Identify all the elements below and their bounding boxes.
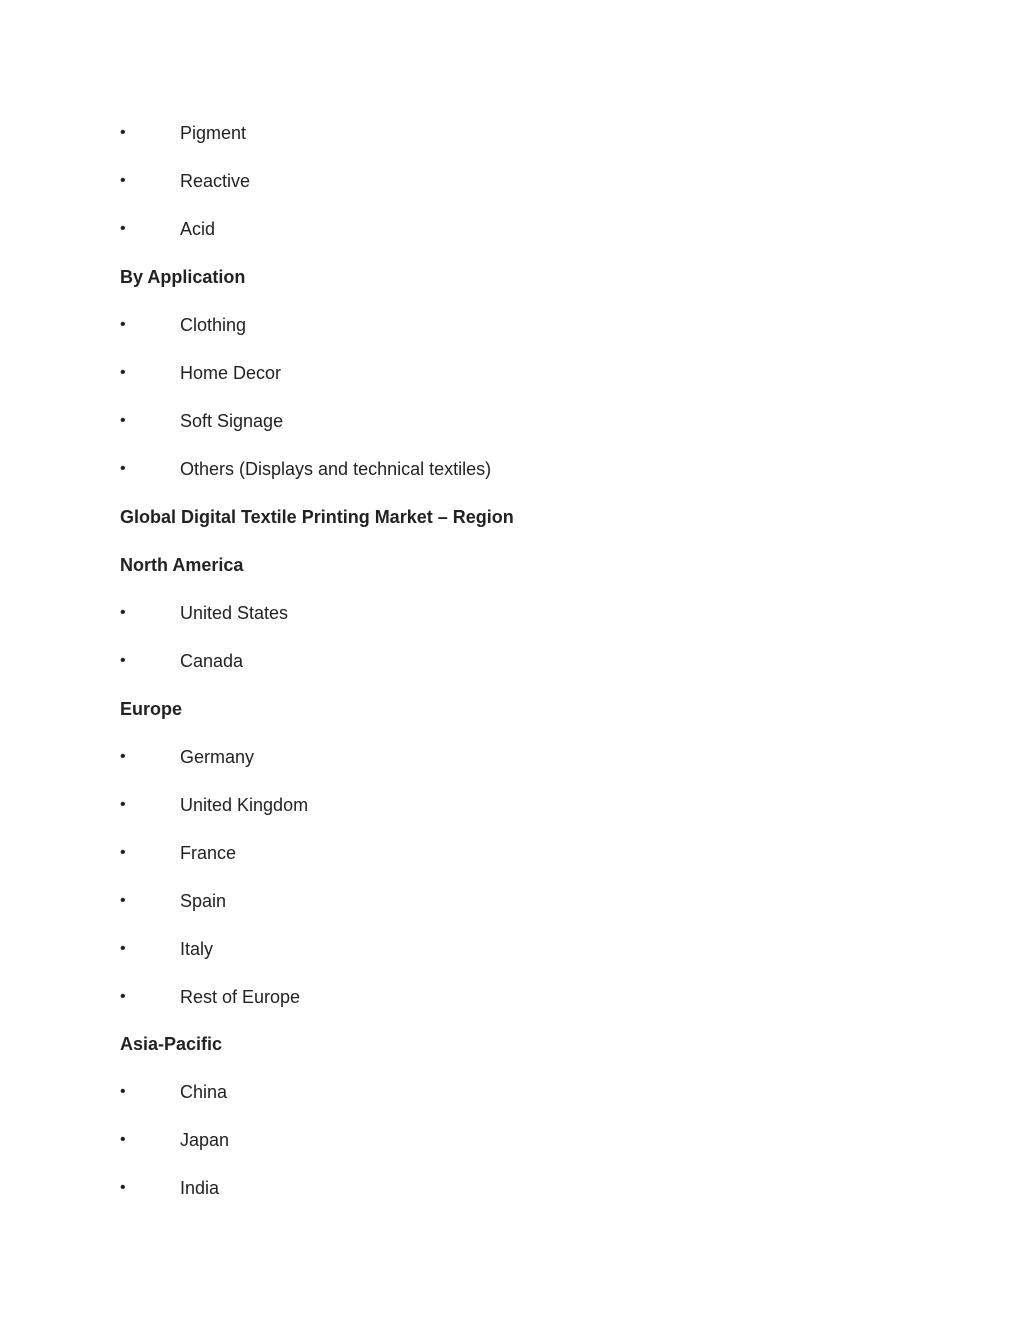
bullet-icon: •: [120, 1179, 126, 1196]
list-item-text: Acid: [180, 219, 216, 239]
bullet-icon: •: [120, 220, 126, 237]
list-item-text: Canada: [180, 651, 244, 671]
list-item-text: Germany: [180, 747, 255, 767]
list-item-text: United Kingdom: [180, 795, 309, 815]
bullet-icon: •: [120, 844, 126, 861]
list-item-text: France: [180, 843, 237, 863]
list-item-text: Reactive: [180, 171, 251, 191]
list-item-text: India: [180, 1178, 220, 1198]
list-item-text: Home Decor: [180, 363, 282, 383]
section-heading-asia-pacific: Asia-Pacific: [120, 1034, 223, 1054]
section-heading-by-application: By Application: [120, 267, 246, 287]
list-item-text: Rest of Europe: [180, 987, 301, 1007]
bullet-icon: •: [120, 748, 126, 765]
bullet-icon: •: [120, 412, 126, 429]
bullet-icon: •: [120, 124, 126, 141]
bullet-icon: •: [120, 796, 126, 813]
list-item-text: Spain: [180, 891, 227, 911]
list-item-text: Others (Displays and technical textiles): [180, 459, 492, 479]
bullet-icon: •: [120, 1131, 126, 1148]
bullet-icon: •: [120, 1083, 126, 1100]
bullet-icon: •: [120, 316, 126, 333]
bullet-icon: •: [120, 460, 126, 477]
section-heading-europe: Europe: [120, 699, 183, 719]
list-item-text: United States: [180, 603, 289, 623]
bullet-icon: •: [120, 988, 126, 1005]
list-item-text: Pigment: [180, 123, 247, 143]
bullet-icon: •: [120, 940, 126, 957]
list-item-text: Japan: [180, 1130, 230, 1150]
list-item-text: China: [180, 1082, 228, 1102]
bullet-icon: •: [120, 892, 126, 909]
list-item-text: Clothing: [180, 315, 247, 335]
list-item-text: Soft Signage: [180, 411, 284, 431]
section-heading-north-america: North America: [120, 555, 244, 575]
bullet-icon: •: [120, 364, 126, 381]
bullet-icon: •: [120, 604, 126, 621]
bullet-icon: •: [120, 652, 126, 669]
bullet-icon: •: [120, 172, 126, 189]
list-item-text: Italy: [180, 939, 214, 959]
section-heading-region: Global Digital Textile Printing Market – Region: [120, 507, 514, 527]
